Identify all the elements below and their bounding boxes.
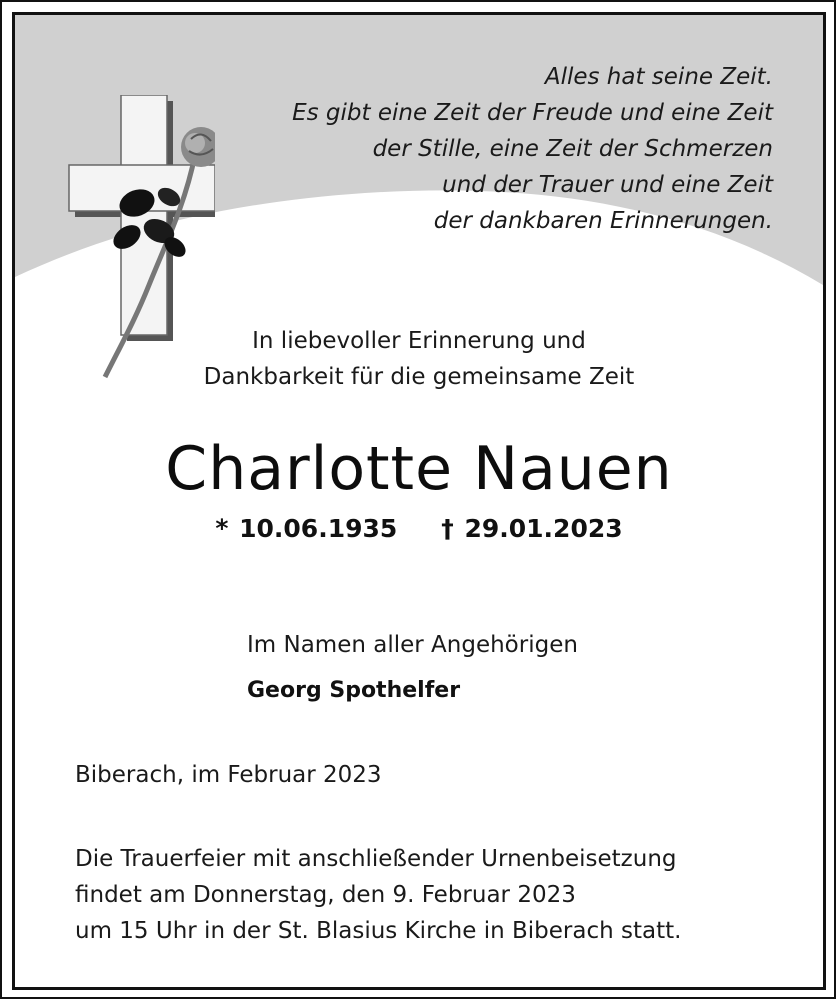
quote-line: der Stille, eine Zeit der Schmerzen [372,136,773,162]
quote-line: Alles hat seine Zeit. [544,64,773,90]
family-signature [247,627,578,709]
service-info [75,841,681,949]
memorial-line: Dankbarkeit für die gemeinsame Zeit [203,364,635,390]
bible-quote [213,59,773,239]
quote-line: der dankbaren Erinnerungen. [433,208,773,234]
notice-inner-frame [12,12,826,990]
life-dates [15,511,823,547]
family-name: Georg Spothelfer [247,678,461,703]
quote-line: und der Trauer und eine Zeit [442,172,773,198]
memorial-line: In liebevoller Erinnerung und [252,328,586,354]
memorial-text [15,323,823,395]
place-date: Biberach, im Februar 2023 [75,762,382,788]
service-line: findet am Donnerstag, den 9. Februar 2023 [75,882,576,908]
deceased-name: Charlotte Nauen [165,434,673,504]
death-date: † 29.01.2023 [441,514,623,543]
family-intro: Im Namen aller Angehörigen [247,632,578,658]
birth-date: * 10.06.1935 [215,514,398,543]
service-line: Die Trauerfeier mit anschließender Urnenbeisetzung [75,846,677,872]
service-line: um 15 Uhr in der St. Blasius Kirche in Biberach statt. [75,918,682,944]
quote-line: Es gibt eine Zeit der Freude und eine Zeit [292,100,773,126]
